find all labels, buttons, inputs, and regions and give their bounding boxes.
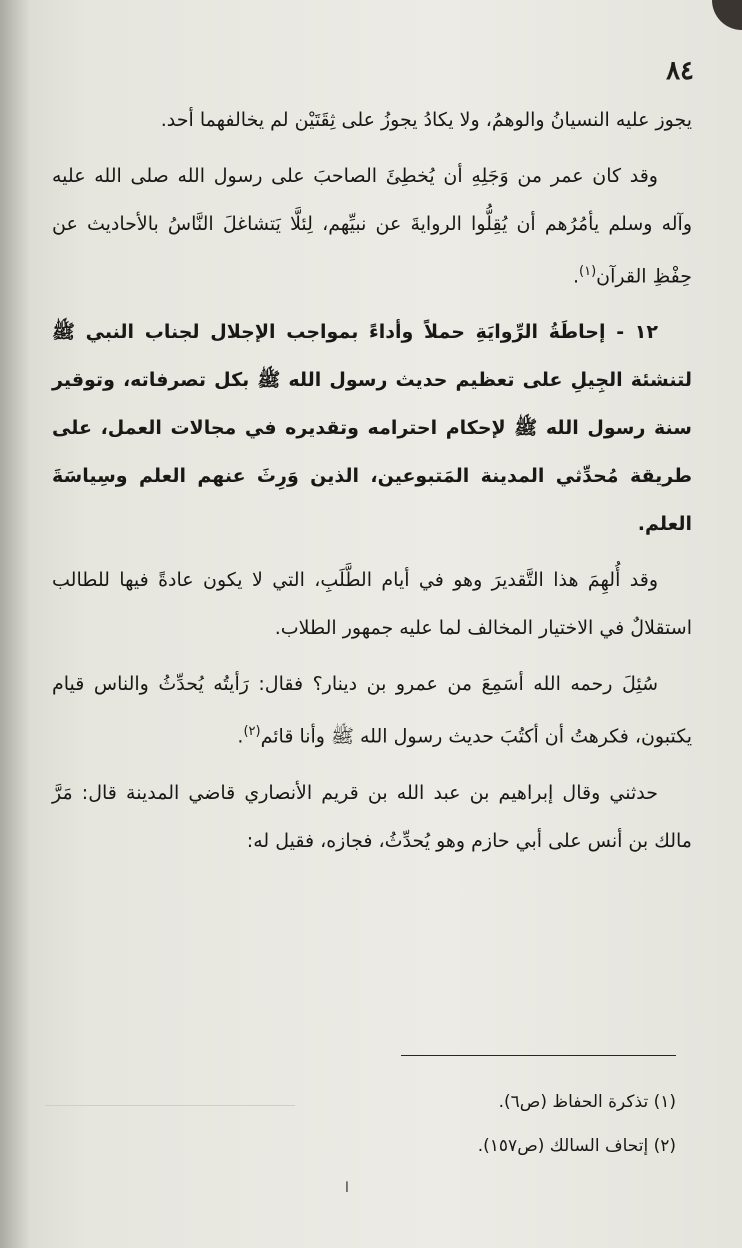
footnote-1: (١) تذكرة الحفاظ (ص٦). bbox=[498, 1092, 676, 1112]
footnote-ref-2: (٢) bbox=[243, 724, 261, 740]
book-spine-shadow bbox=[0, 0, 30, 1248]
paragraph-1: يجوز عليه النسيانُ والوهمُ، ولا يكادُ يجوزُ على ثِقَتَيْن لم يخالفهما أحد. bbox=[160, 109, 692, 131]
paragraph-5-end: . bbox=[237, 725, 244, 748]
page-corner bbox=[712, 0, 742, 30]
paragraph-2-text: وقد كان عمر من وَجَلِهِ أن يُخطِئَ الصاحبَ على رسول الله صلى الله عليه وآله وسلم يأمُرُهم أن يُقِلُّوا الروايةَ عن نبيِّهم، لِئلَّا يَتشاغلَ النَّاسُ بالأحاديث عن حِفْظِ القرآن bbox=[52, 165, 692, 288]
paragraph-2-end: . bbox=[572, 265, 580, 288]
footnote-separator bbox=[401, 1055, 676, 1056]
body-text bbox=[52, 96, 692, 873]
paragraph-4: وقد أُلهِمَ هذا التَّقديرَ وهو في أيام الطَّلَبِ، التي لا يكون عادةً فيها للطالب استقلالٌ في الاختيار المخالف لما عليه جمهور الطلاب. bbox=[52, 569, 692, 640]
footnote-2: (٢) إتحاف السالك (ص١٥٧). bbox=[477, 1136, 676, 1156]
paragraph-2 bbox=[52, 152, 692, 300]
page-number: ٨٤ bbox=[666, 56, 694, 86]
paragraph-5-text: سُئِلَ رحمه الله أسَمِعَ من عمرو بن دينار؟ فقال: رَأيتُه يُحدِّثُ والناس قيام يكتبون، فكرهتُ أن أكتُبَ حديث رسول الله ﷺ وأنا قائم bbox=[52, 673, 692, 748]
footnote-ref-1: (١) bbox=[579, 264, 597, 279]
paragraph-5 bbox=[52, 660, 692, 760]
bottom-mark: ا bbox=[345, 1180, 349, 1196]
paragraph-6: حدثني وقال إبراهيم بن عبد الله بن قريم الأنصاري قاضي المدينة قال: مَرَّ مالك بن أنس على أبي حازم وهو يُحدِّثُ، فجازه، فقيل له: bbox=[52, 781, 692, 852]
section-12-heading-paragraph: ١٢ - إحاطَةُ الرِّوايَةِ حملاً وأداءً بمواجب الإجلال لجناب النبي ﷺ لتنشئة الجِيلِ على تعظيم حديث رسول الله ﷺ بكل تصرفاته، وتوقير سنة رسول الله ﷺ لإحكام احترامه وتقديره في مجالات العمل، على طريقة مُحدِّثي المدينة المَتبوعين، الذين وَرِثَ عنهم العلم وسِياسَةَ العلم. bbox=[52, 321, 692, 536]
footnotes bbox=[76, 1080, 676, 1168]
